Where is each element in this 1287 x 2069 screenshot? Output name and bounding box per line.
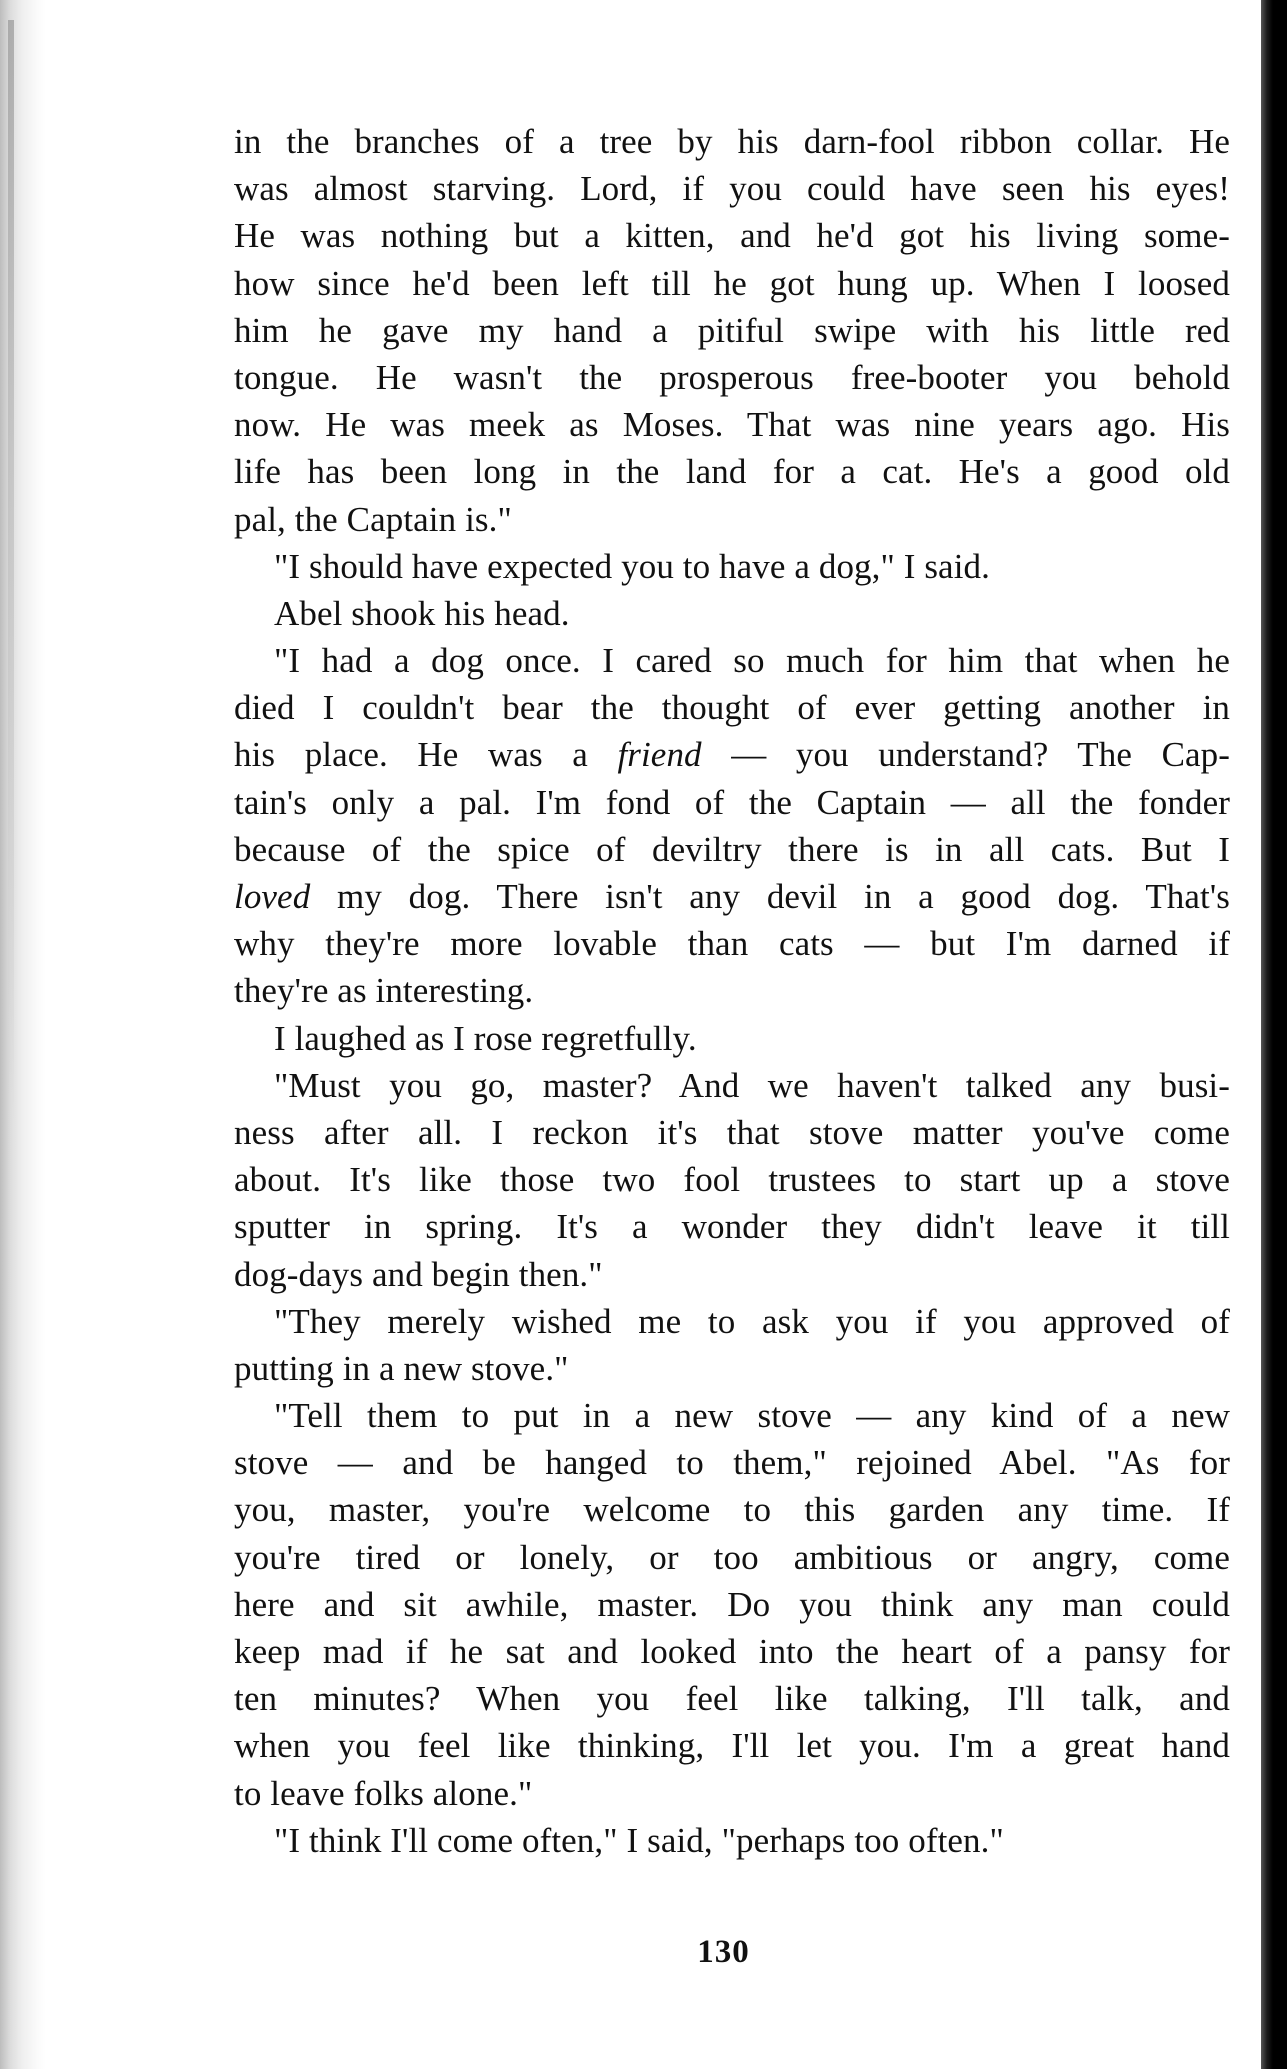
text-line: stove — and be hanged to them," rejoined Abel. "As for — [234, 1443, 1230, 1483]
text-line: about. It's like those two fool trustees to start up a stove — [234, 1160, 1230, 1200]
text-line: life has been long in the land for a cat. He's a good old — [234, 452, 1230, 492]
text-line: why they're more lovable than cats — but I'm darned if — [234, 924, 1230, 964]
text-line: "I think I'll come often," I said, "perhaps too often." — [274, 1820, 1004, 1860]
text-line: tongue. He wasn't the prosperous free-booter you behold — [234, 357, 1230, 397]
text-line: when you feel like thinking, I'll let you. I'm a great hand — [234, 1726, 1230, 1766]
text-line: keep mad if he sat and looked into the heart of a pansy for — [234, 1632, 1230, 1671]
page-gutter-shadow — [0, 0, 46, 2069]
text-line: was almost starving. Lord, if you could have seen his eyes! — [234, 169, 1230, 209]
text-line: ten minutes? When you feel like talking, I'll talk, and — [234, 1679, 1230, 1719]
text-line: I laughed as I rose regretfully. — [274, 1018, 697, 1058]
text-line — [234, 731, 1230, 778]
text-line: him he gave my hand a pitiful swipe with his little red — [234, 310, 1230, 350]
text-line: "I had a dog once. I cared so much for him that when he — [274, 641, 1230, 681]
text-line: pal, the Captain is." — [234, 499, 512, 539]
text-segment: his place. He was a — [234, 735, 618, 775]
text-line: you're tired or lonely, or too ambitious or angry, come — [234, 1537, 1230, 1577]
text-line: they're as interesting. — [234, 971, 534, 1011]
text-line: here and sit awhile, master. Do you think any man could — [234, 1584, 1230, 1624]
italic-word: loved — [234, 877, 311, 916]
text-line: "I should have expected you to have a dog," I said. — [274, 546, 990, 586]
text-line — [234, 873, 1230, 920]
text-line: now. He was meek as Moses. That was nine years ago. His — [234, 405, 1230, 445]
text-line: how since he'd been left till he got hung up. When I loosed — [234, 263, 1230, 303]
text-line: dog-days and begin then." — [234, 1254, 603, 1294]
italic-word: friend — [617, 735, 702, 775]
text-line: tain's only a pal. I'm fond of the Captain — all the fonder — [234, 782, 1230, 822]
text-line: died I couldn't bear the thought of ever getting another in — [234, 688, 1230, 728]
text-line: because of the spice of deviltry there is in all cats. But I — [234, 829, 1230, 869]
body-text — [234, 118, 1230, 1864]
text-line: in the branches of a tree by his darn-fool ribbon collar. He — [234, 122, 1230, 161]
text-line: He was nothing but a kitten, and he'd got his living some- — [234, 216, 1230, 256]
text-segment: — you understand? The Cap- — [701, 735, 1231, 775]
text-line: sputter in spring. It's a wonder they didn't leave it till — [234, 1207, 1230, 1247]
text-line: "Must you go, master? And we haven't talked any busi- — [274, 1065, 1230, 1105]
text-line: to leave folks alone." — [234, 1773, 533, 1813]
page-edge-border — [1261, 0, 1287, 2069]
text-line: you, master, you're welcome to this garden any time. If — [234, 1490, 1230, 1530]
page-number: 130 — [697, 1934, 750, 1970]
text-line: putting in a new stove." — [234, 1348, 569, 1388]
text-line: Abel shook his head. — [274, 593, 570, 633]
text-segment: my dog. There isn't any devil in a good dog. That's — [310, 877, 1230, 916]
text-line: "Tell them to put in a new stove — any kind of a new — [274, 1396, 1230, 1436]
text-line: ness after all. I reckon it's that stove matter you've come — [234, 1112, 1230, 1152]
text-line: "They merely wished me to ask you if you approved of — [274, 1301, 1230, 1341]
